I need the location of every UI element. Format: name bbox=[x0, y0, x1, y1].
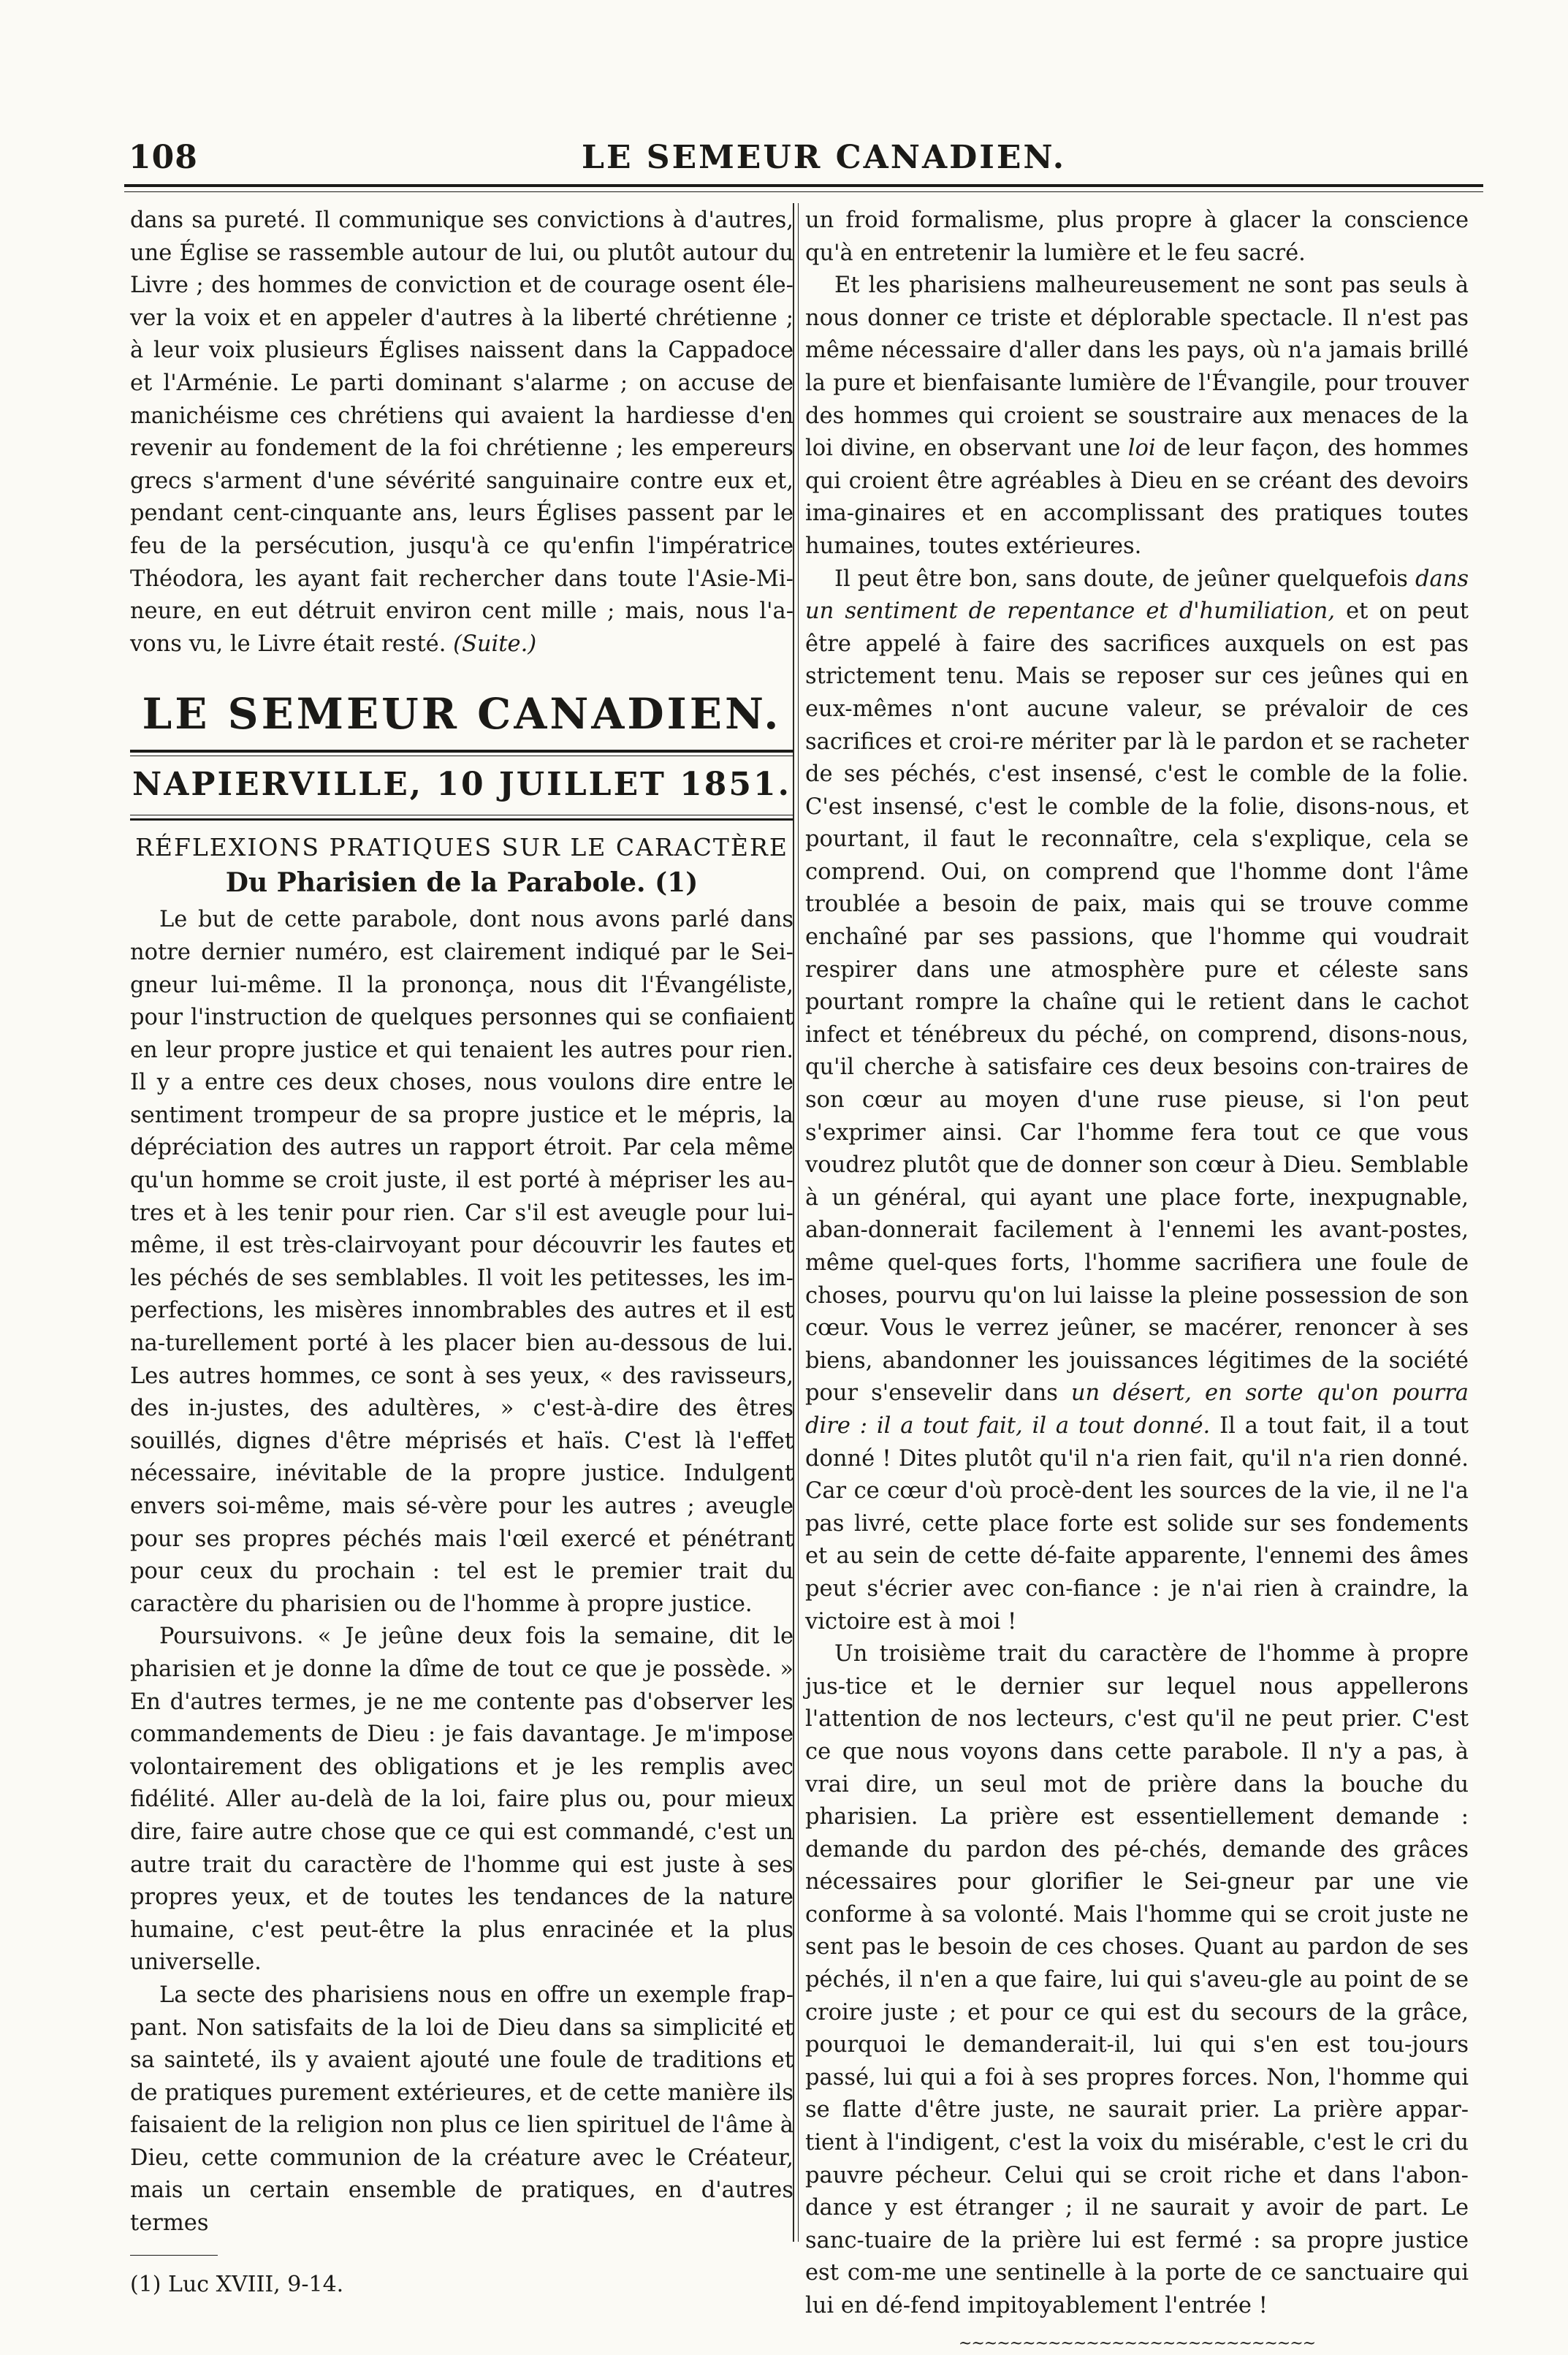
paragraph-text: Il peut être bon, sans doute, de jeûner quelquefois bbox=[834, 566, 1408, 592]
article-paragraph bbox=[805, 563, 1469, 1639]
column-divider-thin bbox=[798, 203, 799, 2242]
article-paragraph: Le but de cette parabole, dont nous avons parlé dans notre dernier numéro, est clairement indiqué par le Sei-gneur lui-même. Il la prononça, nous dit l'Évangéliste, pour l'instruction de quelques personnes qui se confiaient en leur propre justice et qui tenaient les autres pour rien. Il y a entre ces deux choses, nous voulons dire entre le sentiment trompeur de sa propre justice et le mépris, la dépréciation des autres un rapport étroit. Par cela même qu'un homme se croit juste, il est porté à mépriser les au-tres et à les tenir pour rien. Car s'il est aveugle pour lui-même, il est très-clairvoyant pour découvrir les fautes et les péchés de ses semblables. Il voit les petitesses, les im-perfections, les misères innombrables des autres et il est na-turellement porté à les placer bien au-dessous de lui. Les autres hommes, ce sont à ses yeux, « des ravisseurs, des in-justes, des adultères, » c'est-à-dire des êtres souillés, dignes d'être méprisés et haïs. C'est là l'effet nécessaire, inévitable de la propre justice. Indulgent envers soi-même, mais sé-vère pour les autres ; aveugle pour ses propres péchés mais l'œil exercé et pénétrant pour ceux du prochain : tel est le premier trait du caractère du pharisien ou de l'homme à propre justice. bbox=[130, 907, 793, 1617]
running-title: LE SEMEUR CANADIEN. bbox=[582, 139, 1067, 176]
paragraph-text: et on peut être appelé à faire des sacrifices auxquels on est pas strictement tenu. Mais se reposer sur ces jeûnes qui en eux-mêmes n'ont aucune valeur, se prévaloir de ces sacrifices et croi-re mériter par là le pardon et se racheter de ses péchés, c'est insensé, c'est le comble de la folie. C'est insensé, c'est le comble de la folie, disons-nous, et pourtant, il faut le reconnaître, cela s'explique, cela se comprend. Oui, on comprend que l'homme dont l'âme troublée a besoin de paix, mais qui se trouve comme enchaîné par ses passions, que l'homme qui voudrait respirer dans une atmosphère pure et céleste sans pourtant rompre la chaîne qui le retient dans le cachot infect et ténébreux du péché, on comprend, disons-nous, qu'il cherche à satisfaire ces deux besoins con-traires de son cœur au moyen d'une ruse pieuse, si l'on peut s'exprimer ainsi. Car l'homme fera tout ce que vous voudrez plutôt que de donner son cœur à Dieu. Semblable à un général, qui ayant une place forte, inexpugnable, aban-donnerait facilement à l'ennemi les avant-postes, même quel-ques forts, l'homme sacrifiera une foule de choses, pourvu qu'on lui laisse la pleine possession de son cœur. Vous le verrez jeûner, se macérer, renoncer à ses biens, abandonner les jouissances légitimes de la société pour s'ensevelir dans bbox=[805, 598, 1469, 1407]
article-paragraph: un froid formalisme, plus propre à glacer la conscience qu'à en entretenir la lumière et le feu sacré. bbox=[805, 208, 1469, 266]
header-rule-thin bbox=[124, 191, 1483, 192]
page-number: 108 bbox=[129, 139, 198, 176]
article-title: RÉFLEXIONS PRATIQUES SUR LE CARACTÈRE bbox=[135, 833, 788, 862]
dateline-rule-thick bbox=[130, 818, 793, 821]
continued-paragraph bbox=[130, 205, 793, 661]
article-paragraph: Poursuivons. « Je jeûne deux fois la semaine, dit le pharisien et je donne la dîme de tout ce que je possède. » En d'autres termes, je ne me contente pas d'observer les commandements de Dieu : je fais davantage. Je m'impose volontairement des obligations et je les remplis avec fidélité. Aller au-delà de la loi, faire plus ou, pour mieux dire, faire autre chose que ce qui est commandé, c'est un autre trait du caractère de l'homme qui est juste à ses propres yeux, et de toutes les tendances de la nature humaine, c'est peut-être la plus enracinée et la plus universelle. bbox=[130, 1624, 793, 1976]
article-paragraph: La secte des pharisiens nous en offre un exemple frap-pant. Non satisfaits de la loi de Dieu dans sa simplicité et sa sainteté, ils y avaient ajouté une foule de traditions et de pratiques purement extérieures, et de cette manière ils faisaient de la religion non plus ce lien spirituel de l'âme à Dieu, cette communion de la créature avec le Créateur, mais un certain ensemble de pratiques, en d'autres termes bbox=[130, 1982, 793, 2237]
right-column bbox=[805, 205, 1469, 2355]
masthead-rule bbox=[130, 750, 793, 753]
article-paragraph bbox=[805, 270, 1469, 563]
footnote: (1) Luc XVIII, 9-14. bbox=[130, 2271, 344, 2297]
article-subtitle: Du Pharisien de la Parabole. (1) bbox=[225, 867, 699, 899]
continued-text: dans sa pureté. Il communique ses convictions à d'autres, une Église se rassemble autour de lui, ou plutôt autour du Livre ; des hommes de conviction et de courage osent éle-ver la voix et en appeler d'autres à la liberté chrétienne ; à leur voix plusieurs Églises naissent dans la Cappadoce et l'Arménie. Le parti dominant s'alarme ; on accuse de manichéisme ces chrétiens qui avaient la hardiesse d'en revenir au fondement de la foi chrétienne ; les empereurs grecs s'arment d'une sévérité sanguinaire contre eux et, pendant cent-cinquante ans, leurs Églises passent par le feu de la persécution, jusqu'à ce qu'enfin l'impératrice Théodora, les ayant fait rechercher dans toute l'Asie-Mi-neure, en eut détruit environ cent mille ; mais, nous l'a-vons vu, le Livre était resté. bbox=[130, 208, 793, 657]
continued-suffix: (Suite.) bbox=[453, 631, 537, 657]
page-header bbox=[129, 139, 1480, 180]
paragraph-emphasis: dans un sentiment de repentance et d'humiliation, bbox=[805, 566, 1469, 625]
paragraph-text: Il a tout fait, il a tout donné ! Dites plutôt qu'il n'a rien fait, qu'il n'a rien donné. Car ce cœur d'où procè-dent les sources de la vie, il ne l'a pas livré, cette place forte est solide sur ses fondements et au sein de cette dé-faite apparente, l'ennemi des âmes peut s'écrier avec con-fiance : je n'ai rien à craindre, la victoire est à moi ! bbox=[805, 1412, 1469, 1635]
header-rule bbox=[124, 184, 1483, 187]
left-column bbox=[130, 205, 793, 2301]
paragraph-text: de leur façon, des hommes qui croient être agréables à Dieu en se créant des devoirs ima-ginaires et en accomplissant des pratiques toutes humaines, toutes extérieures. bbox=[805, 435, 1469, 559]
paragraph-text: Et les pharisiens malheureusement ne sont pas seuls à nous donner ce triste et déplorable spectacle. Il n'est pas même nécessaire d'aller dans les pays, où n'a jamais brillé la pure et bienfaisante lumière de l'Évangile, pour trouver des hommes qui croient se soustraire aux menaces de la loi divine, en observant une bbox=[805, 273, 1469, 462]
dateline: NAPIERVILLE, 10 JUILLET 1851. bbox=[132, 766, 791, 804]
masthead: LE SEMEUR CANADIEN. bbox=[142, 689, 782, 739]
article-paragraph: Un troisième trait du caractère de l'homme à propre jus-tice et le dernier sur lequel nous appellerons l'attention de nos lecteurs, c'est qu'il ne peut prier. C'est ce que nous voyons dans cette parabole. Il n'y a pas, à vrai dire, un seul mot de prière dans la bouche du pharisien. La prière est essentiellement demande : demande du pardon des pé-chés, demande des grâces nécessaires pour glorifier le Sei-gneur par une vie conforme à sa volonté. Mais l'homme qui se croit juste ne sent pas le besoin de ces choses. Quant au pardon de ses péchés, il n'en a que faire, lui qui s'aveu-gle au point de se croire juste ; et pour ce qui est du secours de la grâce, pourquoi le demanderait-il, lui qui s'en est tou-jours passé, lui qui a foi à ses propres forces. Non, l'homme qui se flatte d'être juste, ne saurait prier. La prière appar-tient à l'indigent, c'est la voix du misérable, c'est le cri du pauvre pécheur. Celui qui se croit riche et dans l'abon-dance y est étranger ; il ne saurait y avoir de part. Le sanc-tuaire de la prière lui est fermé : sa propre justice est com-me une sentinelle à la porte de ce sanctuaire qui lui en dé-fend impitoyablement l'entrée ! bbox=[805, 1641, 1469, 2318]
footnote-rule bbox=[130, 2255, 218, 2256]
end-ornament: ~~~~~~~~~~~~~~~~~~~~~~~~~~~~ bbox=[958, 2334, 1316, 2353]
paragraph-emphasis: un désert, en sorte qu'on pourra dire : il a tout fait, il a tout donné. bbox=[805, 1380, 1469, 1439]
paragraph-emphasis: loi bbox=[1127, 435, 1156, 462]
